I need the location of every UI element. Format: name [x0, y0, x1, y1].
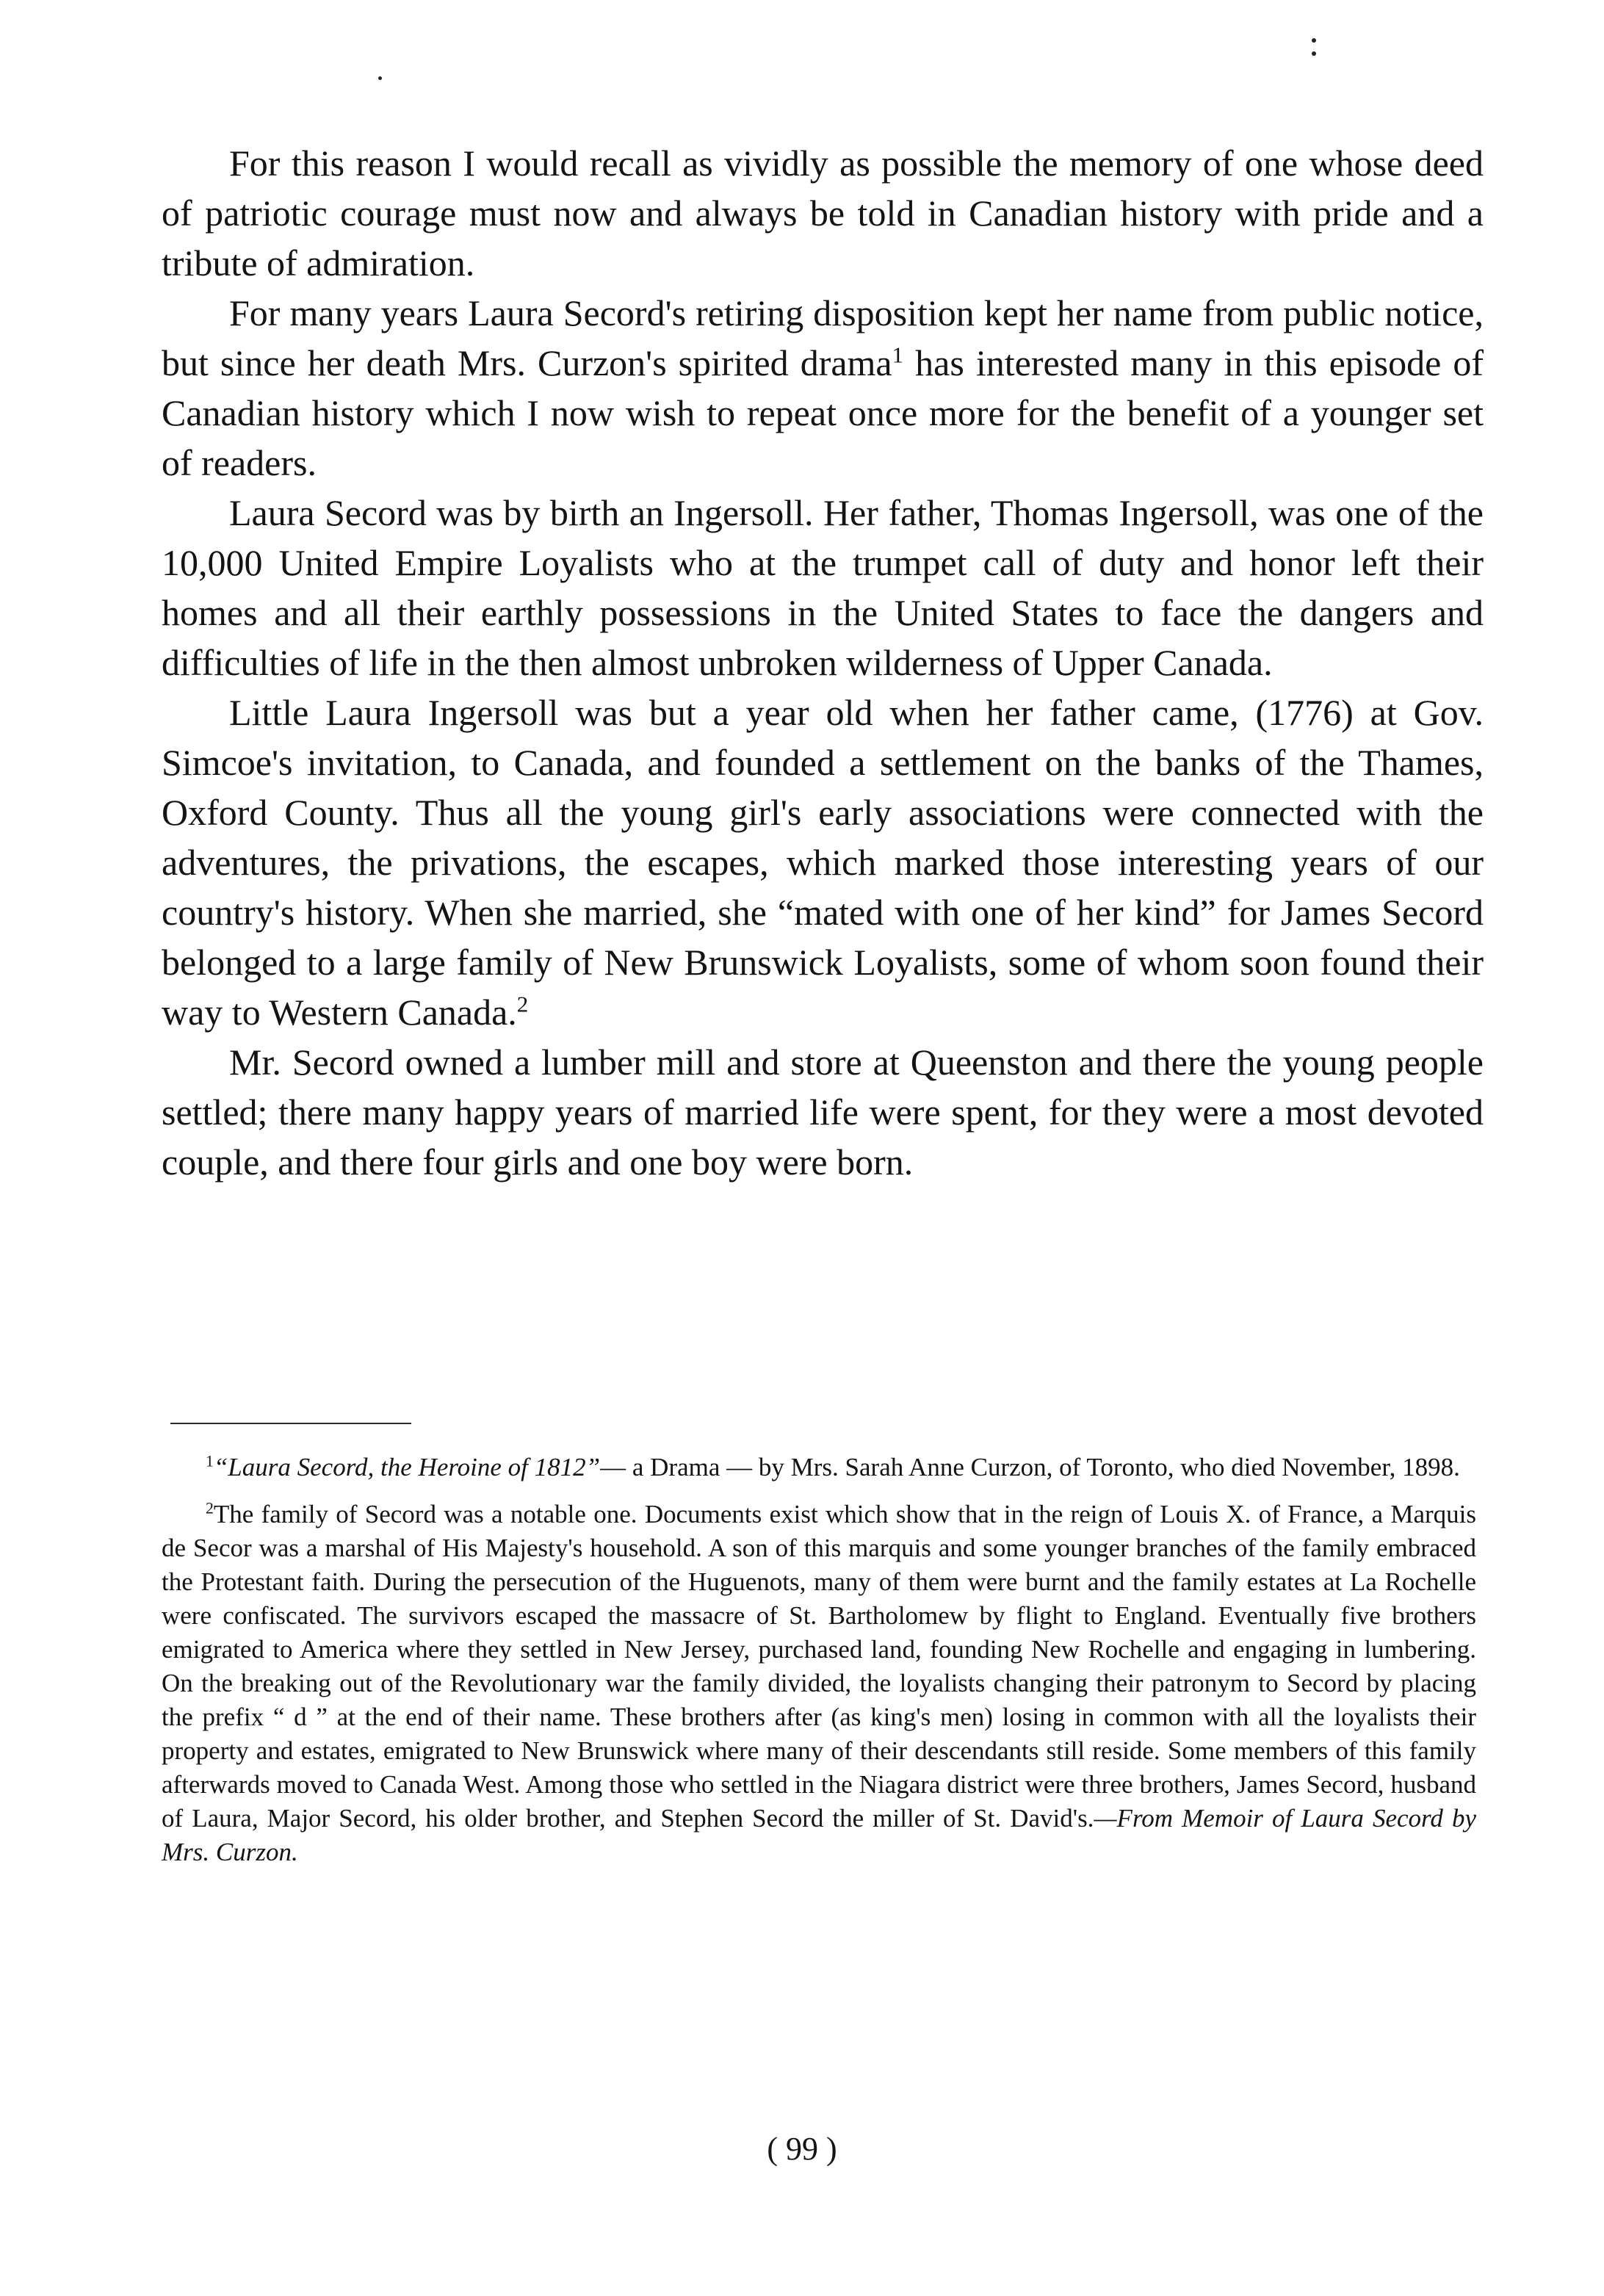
footnote	[162, 1498, 1476, 1869]
footnote-number: 1	[206, 1452, 214, 1470]
footnote-marker: 2	[516, 991, 529, 1017]
footnote-title: “Laura Secord, the Heroine of 1812”	[213, 1453, 601, 1481]
paragraph: Mr. Secord owned a lumber mill and store at Queenston and there the young people settled; there many happy years of married life were spent, for they were a most devoted couple, and there four girls and one boy were born.	[162, 1041, 1484, 1183]
paragraph-text: Little Laura Ingersoll was but a year old when her father came, (1776) at Gov. Simcoe's invitation, to Canada, and founded a settlement on the banks of the Thames, Oxford County. Thus all the young girl's early associations were connected with the adventures, the privations, the escapes, which marked those interesting years of our country's history. When she married, she “mated with one of her kind” for James Secord belonged to a large family of New Brunswick Loyalists, some of whom soon found their way to Western Canada.	[162, 692, 1484, 1033]
paragraph: For this reason I would recall as vividly as possible the memory of one whose deed of patriotic courage must now and always be told in Canadian history with pride and a tribute of admiration.	[162, 142, 1484, 284]
paragraph: Laura Secord was by birth an Ingersoll. Her father, Thomas Ingersoll, was one of the 10,000 United Empire Loyalists who at the trumpet call of duty and honor left their homes and all their earthly possessions in the United States to face the dangers and difficulties of life in the then almost unbroken wilderness of Upper Canada.	[162, 492, 1484, 683]
scan-speck	[1312, 51, 1316, 56]
paragraph-text: has interested many in this episode of Canadian history which I now wish to repeat once more for the benefit of a younger set of readers.	[162, 342, 1484, 483]
footnote-text: The family of Secord was a notable one. Documents exist which show that in the reign of Louis X. of France, a Marquis de Secor was a marshal of His Majesty's household. A son of this marquis and some younger branches of the family embraced the Protestant faith. During the persecution of the Huguenots, many of them were burnt and the family estates at La Rochelle were confiscated. The survivors escaped the massacre of St. Bartholomew by flight to England. Eventually five brothers emigrated to America where they settled in New Jersey, purchased land, founding New Rochelle and engaging in lumbering. On the breaking out of the Revolutionary war the family divided, the loyalists changing their patronym to Secord by placing the prefix “ d ” at the end of their name. These brothers after (as king's men) losing in common with all the loyalists their property and estates, emigrated to New Brunswick where many of their descendants still reside. Some members of this family afterwards moved to Canada West. Among those who settled in the Niagara district were three brothers, James Secord, husband of Laura, Major Secord, his older brother, and Stephen Secord the miller of St. David's.	[162, 1500, 1476, 1833]
paragraph-text: For many years Laura Secord's retiring disposition kept her name from public notice, but since her death Mrs. Curzon's spirited drama	[162, 292, 1484, 383]
scan-speck	[378, 76, 382, 80]
paragraph	[162, 288, 1484, 488]
paragraph	[162, 687, 1484, 1037]
footnote-number: 2	[206, 1499, 214, 1517]
footnote-divider	[170, 1423, 411, 1424]
footnote-text: — a Drama — by Mrs. Sarah Anne Curzon, of Toronto, who died November, 1898.	[600, 1453, 1460, 1481]
footnote-source: —From Memoir of Laura Secord by Mrs. Curzon.	[162, 1804, 1476, 1866]
scan-speck	[1312, 38, 1316, 43]
footnote	[162, 1451, 1476, 1484]
footnotes	[162, 1451, 1476, 1882]
footnote-marker: 1	[892, 342, 904, 368]
page-number: ( 99 )	[767, 2131, 837, 2167]
main-text	[162, 138, 1484, 1187]
